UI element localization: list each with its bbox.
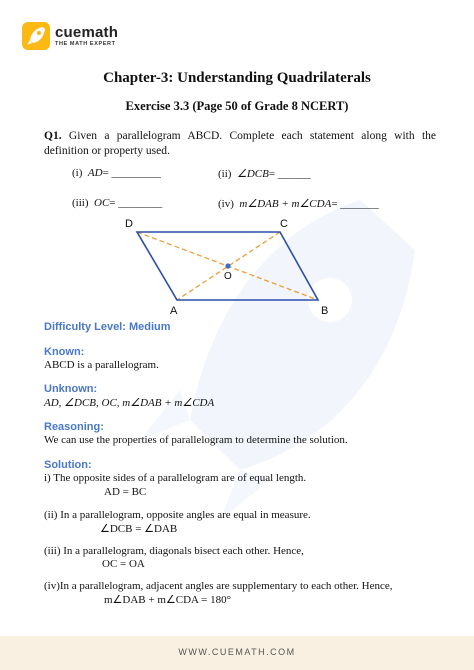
known-text: ABCD is a parallelogram.	[44, 359, 159, 371]
option-number: (i)	[72, 167, 83, 179]
center-point	[225, 263, 230, 268]
solution-eq-1: AD = BC	[104, 486, 147, 498]
solution-heading: Solution:	[44, 459, 92, 471]
option-3	[72, 197, 162, 209]
option-blank: = _______	[331, 198, 379, 210]
solution-step-3: (iii) In a parallelogram, diagonals bisect each other. Hence,	[44, 545, 304, 557]
vertex-label-b: B	[321, 305, 329, 317]
known-heading: Known:	[44, 346, 85, 358]
brand-tagline: THE MATH EXPERT	[55, 40, 116, 47]
solution-step-4: (iv)In a parallelogram, adjacent angles are supplementary to each other. Hence,	[44, 580, 393, 592]
difficulty-level: Difficulty Level: Medium	[44, 321, 171, 333]
solution-eq-2: ∠DCB = ∠DAB	[100, 523, 178, 535]
brand-logo[interactable]	[22, 22, 118, 50]
vertex-label-c: C	[280, 218, 288, 230]
reasoning-heading: Reasoning:	[44, 421, 104, 433]
option-1	[72, 167, 161, 179]
option-expr: m∠DAB + m∠CDA	[239, 198, 332, 210]
reasoning-text: We can use the properties of parallelogram to determine the solution.	[44, 434, 348, 446]
solution-eq-3: OC = OA	[102, 558, 145, 570]
solution-eq-4: m∠DAB + m∠CDA = 180°	[104, 594, 231, 606]
question-label: Q1.	[44, 130, 62, 142]
unknown-heading: Unknown:	[44, 383, 98, 395]
solution-step-2: (ii) In a parallelogram, opposite angles are equal in measure.	[44, 509, 311, 521]
question	[44, 129, 436, 159]
footer-url[interactable]: WWW.CUEMATH.COM	[178, 647, 296, 657]
option-expr: OC	[94, 197, 110, 209]
option-blank: = ______	[268, 168, 311, 180]
page-title: Chapter-3: Understanding Quadrilaterals	[103, 70, 371, 86]
option-2	[218, 167, 311, 180]
option-expr: ∠DCB	[236, 168, 269, 180]
solution-step-1: i) The opposite sides of a parallelogram are of equal length.	[44, 472, 307, 484]
page-footer	[0, 636, 474, 670]
option-blank: = ________	[109, 197, 163, 209]
option-expr: AD	[87, 167, 103, 179]
option-number: (iv)	[218, 198, 234, 210]
option-4	[218, 197, 379, 210]
option-blank: = _________	[102, 167, 162, 179]
parallelogram-diagram	[125, 212, 355, 320]
option-number: (ii)	[218, 168, 232, 180]
page-subtitle: Exercise 3.3 (Page 50 of Grade 8 NCERT)	[125, 99, 349, 113]
option-number: (iii)	[72, 197, 89, 209]
brand-name: cuemath	[55, 23, 119, 41]
question-text: Given a parallelogram ABCD. Complete each statement along with the definition or property used.	[44, 130, 436, 157]
vertex-label-d: D	[125, 218, 133, 230]
unknown-text: AD, ∠DCB, OC, m∠DAB + m∠CDA	[44, 397, 215, 409]
rocket-logo-icon	[22, 22, 50, 50]
center-label-o: O	[224, 271, 232, 282]
vertex-label-a: A	[170, 305, 178, 317]
